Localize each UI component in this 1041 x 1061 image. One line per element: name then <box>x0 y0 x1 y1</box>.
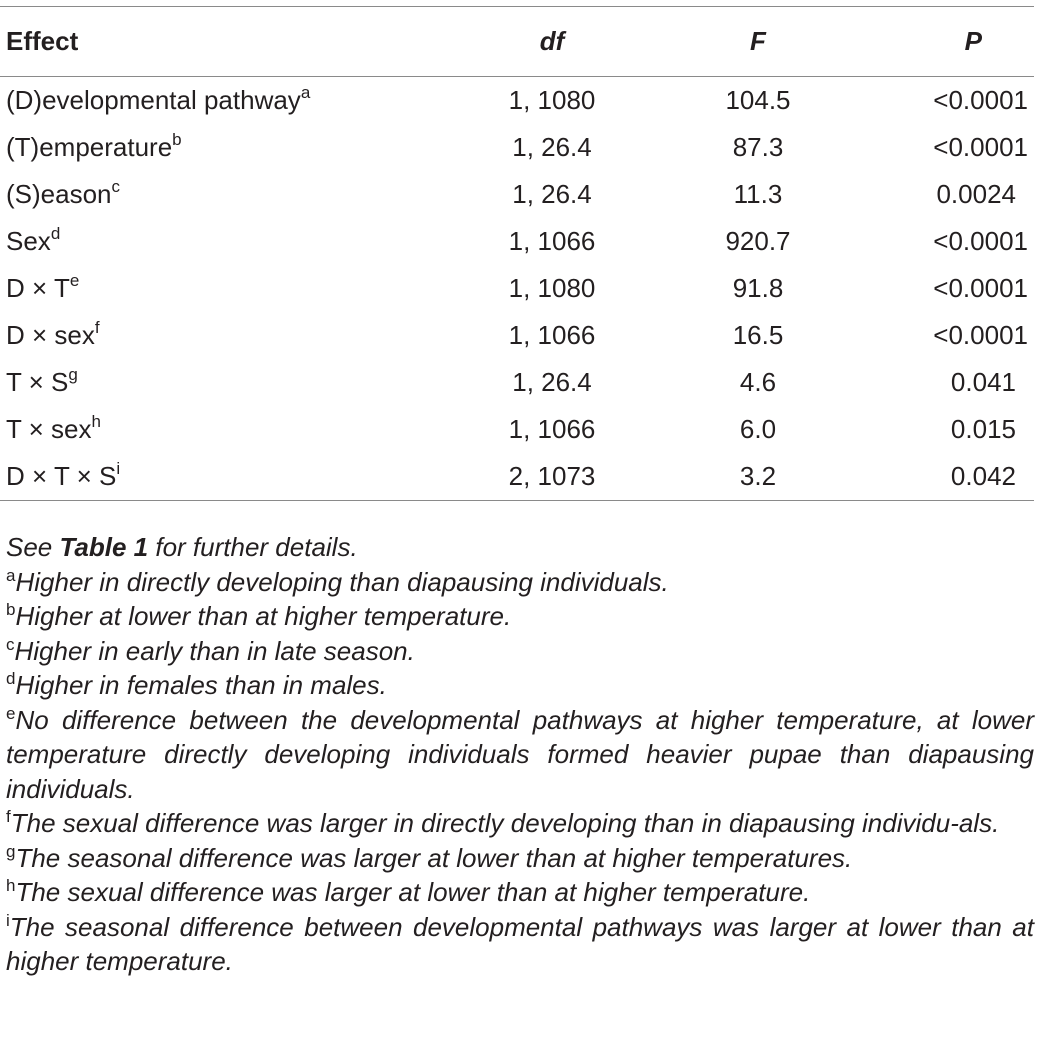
footnote-marker: b <box>172 130 182 149</box>
cell-df: 2, 1073 <box>508 461 596 491</box>
cell-effect: D × sex$^f$ <box>6 318 100 350</box>
footnote: $^d$Higher in females than in males. <box>6 669 387 700</box>
table-reference: Table 1 <box>59 532 149 562</box>
cell-effect: $T \times S^g$ <box>6 365 78 397</box>
footnote-marker: f <box>94 318 100 337</box>
footnote-letter: e <box>6 703 16 723</box>
header-f: F <box>750 26 766 56</box>
footnote-letter: c <box>6 634 15 654</box>
table-row <box>0 359 1034 406</box>
footnote-marker: e <box>69 271 80 290</box>
footnote: $^c$Higher in early than in late season. <box>6 634 415 666</box>
cell-f: 11.3 <box>733 179 783 209</box>
footnote-marker: d <box>50 224 61 243</box>
footnote-marker: g <box>68 365 78 384</box>
cell-effect: $D \times T \times S^i$ <box>6 459 121 491</box>
footnote: $^e$No difference between the developmental pathways at higher temperature, at lower temperature directly developing individuals formed heavier pupae than diapausing individuals. <box>6 703 1034 804</box>
cell-p: <0.0001 <box>933 320 1028 350</box>
cell-df: 1, 26.4 <box>512 132 592 162</box>
cell-p: <0.0001 <box>933 132 1028 162</box>
footnote: $^b$Higher at lower than at higher temperature. <box>6 600 512 631</box>
cell-f: 4.6 <box>739 367 777 397</box>
table-row <box>0 265 1034 312</box>
table-notes <box>6 530 1034 979</box>
table-row <box>0 406 1034 453</box>
footnote: $^h$The sexual difference was larger at lower than at higher temperature. <box>6 876 811 907</box>
cell-p: <0.0001 <box>933 226 1028 256</box>
footnote: $^a$Higher in directly developing than diapausing individuals. <box>6 565 669 597</box>
see-table-note: See Table 1 for further details. <box>6 532 358 562</box>
table-header-row <box>0 7 1034 77</box>
footnote: $^i$The seasonal difference between developmental pathways was larger at lower than at higher temperature. <box>6 910 1034 976</box>
cell-df: 1, 26.4 <box>512 179 592 209</box>
table-row <box>0 77 1034 125</box>
table-body <box>0 77 1034 501</box>
cell-f: 6.0 <box>739 414 777 444</box>
header-df: df <box>539 26 565 56</box>
cell-effect: T × sex$^h$ <box>6 412 101 444</box>
cell-p: 0.0024 <box>936 179 1016 209</box>
footnote-marker: h <box>91 412 101 431</box>
footnote-letter: f <box>6 807 11 826</box>
cell-effect: (D)evelopmental pathway$^a$ <box>6 83 311 115</box>
cell-f: 920.7 <box>725 226 791 256</box>
header-effect: Effect <box>6 26 79 56</box>
cell-f: 104.5 <box>725 85 791 115</box>
table-row <box>0 218 1034 265</box>
footnote-marker: i <box>116 459 121 478</box>
cell-f: 3.2 <box>739 461 777 491</box>
header-p: P <box>964 26 982 56</box>
cell-f: 87.3 <box>732 132 784 162</box>
footnote-letter: a <box>6 565 16 585</box>
cell-df: 1, 1080 <box>508 273 596 303</box>
footnote-letter: b <box>6 600 16 619</box>
cell-df: 1, 26.4 <box>512 367 592 397</box>
footnote-marker: c <box>111 177 120 196</box>
cell-df: 1, 1066 <box>508 320 596 350</box>
cell-p: 0.041 <box>950 367 1016 397</box>
cell-p: 0.042 <box>950 461 1016 491</box>
cell-df: 1, 1066 <box>508 414 596 444</box>
cell-df: 1, 1066 <box>508 226 596 256</box>
cell-effect: (T)emperature$^b$ <box>6 130 182 162</box>
cell-p: 0.015 <box>950 414 1016 444</box>
footnote-marker: a <box>300 83 311 102</box>
cell-df: 1, 1080 <box>508 85 596 115</box>
footnote-letter: g <box>6 841 16 861</box>
table-row <box>0 124 1034 171</box>
table-bottom-rule <box>0 501 1034 502</box>
footnote-letter: d <box>6 669 16 688</box>
cell-f: 91.8 <box>732 273 784 303</box>
cell-p: <0.0001 <box>933 273 1028 303</box>
cell-effect: Sex$^d$ <box>6 224 61 256</box>
footnote: $^g$The seasonal difference was larger at lower than at higher temperatures. <box>6 841 853 873</box>
anova-table <box>0 6 1034 501</box>
cell-effect: $D \times T^e$ <box>6 271 80 303</box>
cell-f: 16.5 <box>732 320 784 350</box>
cell-effect: (S)eason$^c$ <box>6 177 120 209</box>
footnote-letter: h <box>6 876 16 895</box>
table-row <box>0 312 1034 359</box>
footnote: $^f$The sexual difference was larger in directly developing than in diapausing individu-als. <box>6 807 1000 838</box>
table-row <box>0 453 1034 501</box>
cell-p: <0.0001 <box>933 85 1028 115</box>
table-row <box>0 171 1034 218</box>
footnote-letter: i <box>6 910 10 930</box>
